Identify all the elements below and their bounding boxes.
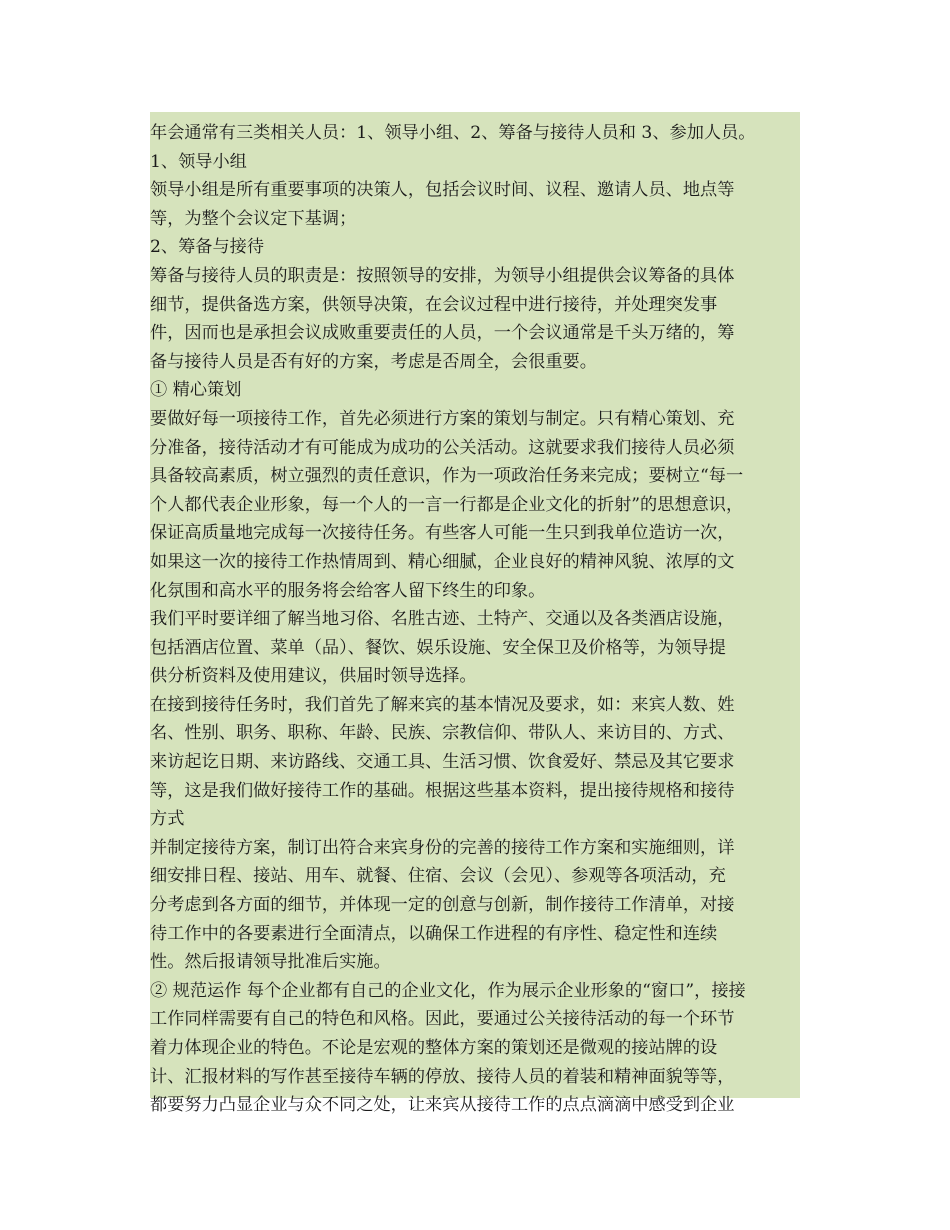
text-line: 来访起讫日期、来访路线、交通工具、生活习惯、饮食爱好、禁忌及其它要求 [150, 752, 735, 773]
text-line: 1、领导小组 [150, 151, 247, 172]
text-line: 方式 [150, 809, 185, 830]
text-line: 要做好每一项接待工作，首先必须进行方案的策划与制定。只有精心策划、充 [150, 408, 735, 429]
text-line: 个人都代表企业形象，每一个人的一言一行都是企业文化的折射”的思想意识， [150, 494, 744, 515]
text-line: 供分析资料及使用建议，供届时领导选择。 [150, 666, 477, 687]
text-line: ① 精心策划 [150, 380, 242, 401]
text-line: 2、筹备与接待 [150, 237, 265, 258]
text-line: 如果这一次的接待工作热情周到、精心细腻，企业良好的精神风貌、浓厚的文 [150, 551, 735, 572]
text-line: 包括酒店位置、菜单（品）、餐饮、娱乐设施、安全保卫及价格等，为领导提 [150, 637, 726, 658]
text-line: 化氛围和高水平的服务将会给客人留下终生的印象。 [150, 580, 546, 601]
text-line: 分准备，接待活动才有可能成为成功的公关活动。这就要求我们接待人员必须 [150, 437, 735, 458]
text-line: 名、性别、职务、职称、年龄、民族、宗教信仰、带队人、来访目的、方式、 [150, 723, 735, 744]
text-line: 备与接待人员是否有好的方案，考虑是否周全，会很重要。 [150, 351, 597, 372]
text-line: 性。然后报请领导批准后实施。 [150, 952, 391, 973]
text-line: 保证高质量地完成每一次接待任务。有些客人可能一生只到我单位造访一次， [150, 523, 735, 544]
text-line: 件，因而也是承担会议成败重要责任的人员，一个会议通常是千头万绪的，筹 [150, 323, 735, 344]
highlighted-text-block [150, 112, 800, 1116]
text-line: 具备较高素质，树立强烈的责任意识，作为一项政治任务来完成；要树立“每一 [150, 466, 744, 487]
text-line: 年会通常有三类相关人员：1、领导小组、2、筹备与接待人员和 3、参加人员。 [150, 123, 756, 143]
text-line: 都要努力凸显企业与众不同之处，让来宾从接待工作的点点滴滴中感受到企业 [150, 1095, 735, 1116]
text-line: 并制定接待方案，制订出符合来宾身份的完善的接待工作方案和实施细则，详 [150, 837, 735, 858]
text-line: 计、汇报材料的写作甚至接待车辆的停放、接待人员的着装和精神面貌等等， [150, 1066, 735, 1087]
text-line: 我们平时要详细了解当地习俗、名胜古迹、土特产、交通以及各类酒店设施， [150, 609, 735, 630]
text-line: ② 规范运作 每个企业都有自己的企业文化，作为展示企业形象的“窗口”，接接 [150, 980, 746, 1001]
text-line: 在接到接待任务时，我们首先了解来宾的基本情况及要求，如：来宾人数、姓 [150, 694, 735, 715]
text-line: 待工作中的各要素进行全面清点，以确保工作进程的有序性、稳定性和连续 [150, 923, 718, 944]
text-line: 细节，提供备选方案，供领导决策，在会议过程中进行接待，并处理突发事 [150, 294, 718, 315]
text-line: 等，这是我们做好接待工作的基础。根据这些基本资料，提出接待规格和接待 [150, 780, 735, 801]
text-line: 筹备与接待人员的职责是：按照领导的安排，为领导小组提供会议筹备的具体 [150, 265, 735, 286]
text-line: 工作同样需要有自己的特色和风格。因此，要通过公关接待活动的每一个环节 [150, 1009, 735, 1030]
text-line: 着力体现企业的特色。不论是宏观的整体方案的策划还是微观的接站牌的设 [150, 1038, 718, 1058]
text-line: 细安排日程、接站、用车、就餐、住宿、会议（会见）、参观等各项活动，充 [150, 866, 726, 887]
text-line: 领导小组是所有重要事项的决策人，包括会议时间、议程、邀请人员、地点等 [150, 180, 735, 201]
text-line: 分考虑到各方面的细节，并体现一定的创意与创新，制作接待工作清单，对接 [150, 895, 735, 916]
text-line: 等，为整个会议定下基调； [150, 208, 357, 229]
